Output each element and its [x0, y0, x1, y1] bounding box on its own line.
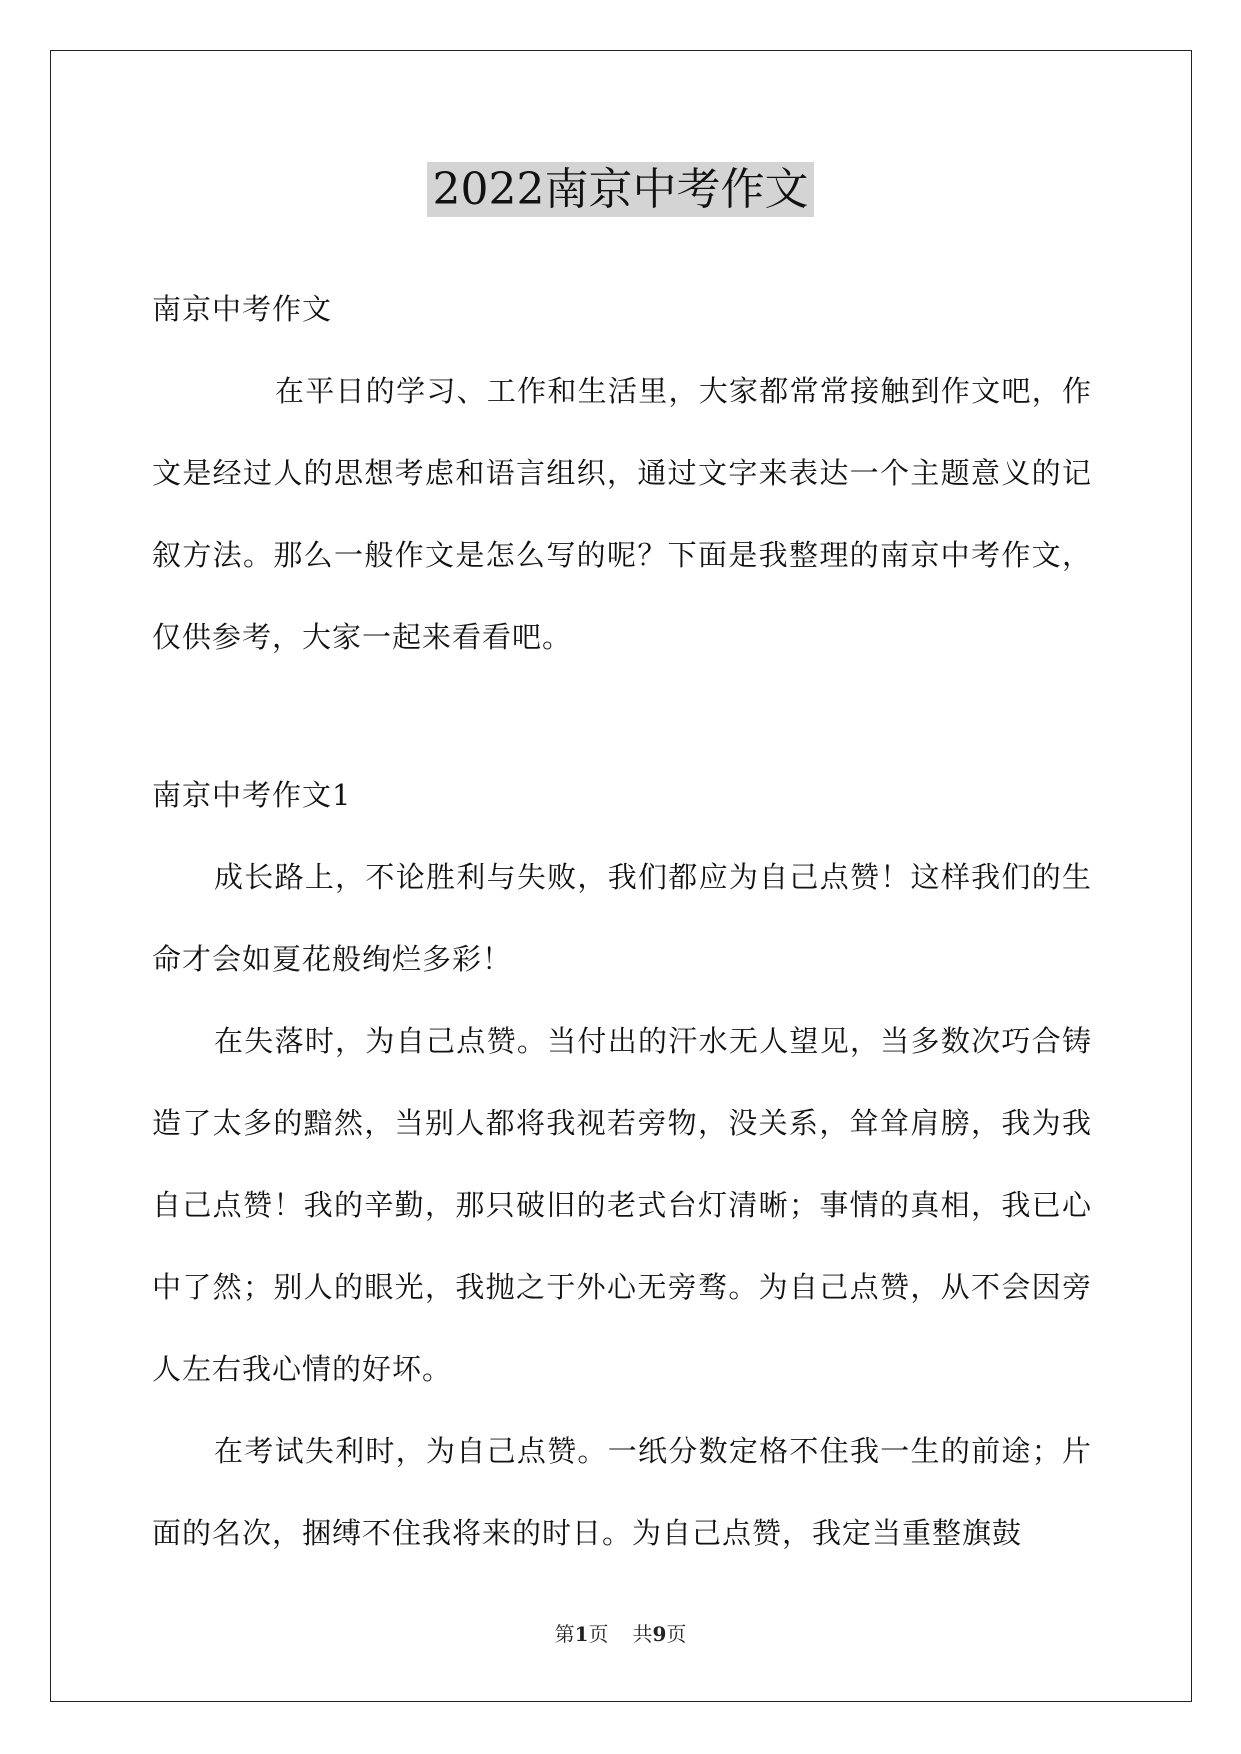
section-heading: 南京中考作文1 — [152, 778, 352, 812]
document-subtitle: 南京中考作文 — [152, 292, 333, 326]
page-suffix: 页 — [588, 1622, 609, 1646]
intro-paragraph: 在平日的学习、工作和生活里，大家都常常接触到作文吧，作文是经过人的思想考虑和语言组织，通过文字来表达一个主题意义的记叙方法。那么一般作文是怎么写的呢？下面是我整理的南京中考作文，仅供参考，大家一起来看看吧。 — [152, 374, 1092, 654]
body-paragraph: 在考试失利时，为自己点赞。一纸分数定格不住我一生的前途；片面的名次，捆缚不住我将来的时日。为自己点赞，我定当重整旗鼓 — [152, 1434, 1092, 1550]
total-pages: 9 — [652, 1622, 667, 1646]
body-paragraph: 成长路上，不论胜利与失败，我们都应为自己点赞！这样我们的生命才会如夏花般绚烂多彩！ — [152, 860, 1092, 976]
section-gap — [152, 678, 1092, 754]
page-footer — [0, 1620, 1241, 1648]
document-body — [152, 268, 1092, 1574]
body-paragraph: 在失落时，为自己点赞。当付出的汗水无人望见，当多数次巧合铸造了太多的黯然，当别人都将我视若旁物，没关系，耸耸肩膀，我为我自己点赞！我的辛勤，那只破旧的老式台灯清晰；事情的真相，我已心中了然；别人的眼光，我抛之于外心无旁骛。为自己点赞，从不会因旁人左右我心情的好坏。 — [152, 1024, 1092, 1386]
document-title — [0, 160, 1241, 220]
total-prefix: 共 — [632, 1622, 653, 1646]
page-number: 1 — [574, 1622, 589, 1646]
document-title-text: 2022南京中考作文 — [427, 162, 815, 217]
total-suffix: 页 — [666, 1622, 687, 1646]
page-prefix: 第 — [554, 1622, 575, 1646]
